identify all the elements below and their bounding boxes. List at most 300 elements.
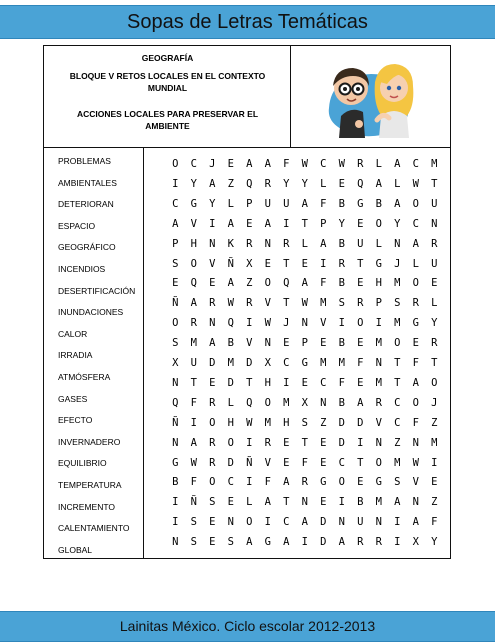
grid-letter: W: [301, 158, 308, 170]
grid-letter: Q: [246, 396, 253, 409]
grid-letter: S: [190, 536, 197, 549]
grid-letter: O: [431, 376, 438, 389]
grid-letter: E: [320, 496, 327, 509]
grid-letter: N: [375, 436, 382, 449]
grid-letter: N: [301, 317, 308, 330]
grid-letter: M: [283, 396, 290, 409]
grid-letter: T: [357, 257, 364, 270]
actions-title-line2: AMBIENTE: [145, 121, 190, 131]
grid-letter: I: [338, 317, 345, 330]
grid-letter: A: [301, 277, 308, 290]
grid-letter: A: [190, 297, 197, 310]
grid-letter: A: [246, 536, 253, 549]
grid-letter: O: [412, 396, 419, 409]
grid-letter: F: [357, 357, 364, 369]
grid-letter: Q: [283, 277, 290, 290]
grid-letter: R: [431, 237, 438, 250]
grid-letter: E: [338, 177, 345, 190]
grid-letter: P: [320, 217, 327, 230]
grid-letter: F: [264, 476, 271, 489]
grid-letter: Y: [431, 317, 438, 330]
grid-letter: M: [264, 416, 271, 429]
grid-letter: T: [394, 376, 401, 389]
grid-letter: P: [375, 297, 382, 310]
grid-letter: T: [357, 456, 364, 469]
grid-letter: R: [375, 536, 382, 549]
grid-letter: M: [394, 456, 401, 469]
grid-letter: X: [172, 357, 179, 369]
grid-letter: W: [412, 177, 419, 190]
grid-letter: E: [357, 337, 364, 350]
grid-letter: B: [338, 197, 345, 210]
grid-letter: A: [357, 396, 364, 409]
grid-letter: W: [412, 456, 419, 469]
grid-letter: U: [357, 516, 364, 529]
grid-letter: N: [375, 516, 382, 529]
grid-letter: E: [227, 158, 234, 170]
grid-letter: X: [264, 357, 271, 369]
grid-letter: R: [301, 476, 308, 489]
grid-letter: N: [172, 536, 179, 549]
grid-letter: W: [246, 416, 253, 429]
grid-letter: N: [412, 496, 419, 509]
grid-letter: V: [246, 337, 253, 350]
grid-letter: I: [264, 516, 271, 529]
grid-letter: I: [190, 416, 197, 429]
grid-row: [166, 333, 446, 353]
grid-letter: M: [394, 317, 401, 330]
grid-letter: P: [172, 237, 179, 250]
word-list-item: EFECTO: [58, 415, 93, 426]
word-list-item: EQUILIBRIO: [58, 458, 107, 469]
grid-letter: D: [338, 436, 345, 449]
grid-letter: Z: [394, 436, 401, 449]
grid-letter: G: [412, 317, 419, 330]
grid-letter: R: [412, 297, 419, 310]
grid-letter: O: [172, 158, 179, 170]
grid-row: [166, 174, 446, 194]
grid-letter: W: [227, 297, 234, 310]
grid-letter: H: [227, 416, 234, 429]
grid-letter: D: [320, 516, 327, 529]
grid-letter: I: [209, 217, 216, 230]
grid-letter: L: [375, 158, 382, 170]
grid-letter: H: [375, 277, 382, 290]
word-list-item: GLOBAL: [58, 544, 93, 555]
grid-letter: E: [283, 436, 290, 449]
grid-letter: X: [246, 257, 253, 270]
grid-letter: B: [375, 197, 382, 210]
grid-letter: R: [283, 237, 290, 250]
grid-letter: M: [227, 357, 234, 369]
grid-letter: S: [172, 257, 179, 270]
grid-letter: A: [412, 237, 419, 250]
grid-letter: Y: [431, 536, 438, 549]
grid-letter: M: [375, 337, 382, 350]
grid-letter: D: [227, 456, 234, 469]
grid-row: [166, 273, 446, 293]
word-list-item: CALENTAMIENTO: [58, 523, 130, 534]
grid-letter: C: [394, 416, 401, 429]
word-list-item: INCENDIOS: [58, 264, 106, 274]
grid-letter: Y: [190, 177, 197, 190]
grid-letter: U: [190, 357, 197, 369]
grid-letter: O: [375, 456, 382, 469]
grid-letter: S: [301, 416, 308, 429]
grid-letter: V: [375, 416, 382, 429]
grid-letter: E: [172, 277, 179, 290]
word-list-item: GEOGRÁFICO: [58, 242, 116, 253]
word-list-item: ATMÓSFERA: [58, 372, 111, 382]
grid-letter: T: [301, 436, 308, 449]
title-banner: [0, 5, 495, 39]
grid-letter: Q: [172, 396, 179, 409]
grid-letter: I: [172, 496, 179, 509]
grid-letter: A: [394, 496, 401, 509]
grid-letter: M: [338, 357, 345, 369]
grid-letter: D: [338, 416, 345, 429]
grid-letter: Y: [338, 217, 345, 230]
grid-letter: R: [209, 297, 216, 310]
letter-grid: [144, 148, 450, 558]
grid-letter: B: [227, 337, 234, 350]
kids-illustration: [291, 46, 451, 147]
grid-letter: E: [209, 516, 216, 529]
grid-letter: Q: [246, 177, 253, 190]
grid-letter: S: [227, 536, 234, 549]
grid-row: [166, 234, 446, 254]
grid-letter: E: [357, 376, 364, 389]
grid-row: [166, 472, 446, 492]
grid-letter: A: [209, 177, 216, 190]
word-list-item: CALOR: [58, 328, 88, 339]
grid-letter: X: [301, 396, 308, 409]
grid-letter: A: [209, 337, 216, 350]
grid-row: [166, 353, 446, 373]
grid-letter: B: [338, 277, 345, 290]
grid-letter: E: [431, 476, 438, 489]
word-list-item: INVERNADERO: [58, 436, 121, 447]
grid-row: [166, 194, 446, 214]
grid-letter: R: [209, 436, 216, 449]
grid-letter: U: [431, 257, 438, 270]
grid-letter: T: [394, 357, 401, 369]
grid-letter: R: [190, 317, 197, 330]
grid-letter: C: [338, 456, 345, 469]
grid-letter: N: [172, 436, 179, 449]
grid-letter: O: [375, 217, 382, 230]
grid-letter: I: [394, 536, 401, 549]
grid-letter: N: [264, 237, 271, 250]
grid-letter: A: [301, 516, 308, 529]
grid-letter: D: [227, 376, 234, 389]
grid-letter: I: [246, 317, 253, 330]
word-list-item: INCREMENTO: [58, 501, 115, 512]
grid-letter: O: [172, 317, 179, 330]
grid-letter: O: [338, 476, 345, 489]
grid-letter: L: [320, 177, 327, 190]
word-list-item: GASES: [58, 393, 88, 404]
grid-letter: C: [412, 158, 419, 170]
grid-letter: A: [301, 197, 308, 210]
grid-letter: I: [283, 376, 290, 389]
grid-letter: J: [209, 158, 216, 170]
grid-letter: V: [190, 217, 197, 230]
grid-letter: W: [338, 158, 345, 170]
grid-letter: F: [338, 376, 345, 389]
grid-letter: X: [412, 536, 419, 549]
word-list-item: PROBLEMAS: [58, 156, 111, 166]
grid-letter: M: [190, 337, 197, 350]
grid-letter: C: [394, 396, 401, 409]
grid-letter: E: [357, 476, 364, 489]
grid-letter: U: [431, 197, 438, 210]
grid-letter: N: [264, 337, 271, 350]
grid-letter: G: [264, 536, 271, 549]
grid-letter: U: [283, 197, 290, 210]
grid-letter: A: [394, 158, 401, 170]
grid-letter: N: [227, 516, 234, 529]
grid-letter: A: [320, 237, 327, 250]
grid-letter: V: [412, 476, 419, 489]
grid-letter: H: [264, 376, 271, 389]
grid-letter: B: [172, 476, 179, 489]
grid-letter: Ñ: [227, 257, 234, 270]
grid-letter: V: [320, 317, 327, 330]
grid-letter: G: [375, 257, 382, 270]
grid-letter: N: [209, 317, 216, 330]
grid-letter: L: [431, 297, 438, 310]
grid-letter: O: [412, 277, 419, 290]
grid-letter: E: [209, 277, 216, 290]
grid-row: [166, 254, 446, 274]
grid-letter: S: [338, 297, 345, 310]
grid-letter: Y: [394, 217, 401, 230]
actions-title-line1: ACCIONES LOCALES PARA PRESERVAR EL: [76, 109, 259, 119]
grid-letter: T: [283, 257, 290, 270]
grid-letter: W: [301, 297, 308, 310]
grid-letter: M: [320, 297, 327, 310]
word-list-item: TEMPERATURA: [58, 480, 122, 490]
grid-letter: G: [190, 197, 197, 210]
grid-letter: C: [283, 357, 290, 369]
word-list-item: DETERIORAN: [58, 199, 114, 210]
grid-letter: Z: [431, 496, 438, 509]
grid-letter: M: [375, 376, 382, 389]
grid-letter: N: [172, 376, 179, 389]
grid-letter: Z: [320, 416, 327, 429]
grid-letter: Ñ: [172, 416, 179, 429]
grid-letter: C: [320, 376, 327, 389]
grid-letter: F: [190, 476, 197, 489]
grid-letter: R: [431, 337, 438, 350]
grid-letter: A: [283, 476, 290, 489]
grid-letter: Z: [431, 416, 438, 429]
grid-letter: T: [283, 496, 290, 509]
grid-letter: E: [357, 277, 364, 290]
grid-letter: W: [264, 317, 271, 330]
grid-letter: E: [301, 376, 308, 389]
grid-letter: A: [412, 376, 419, 389]
grid-letter: A: [394, 197, 401, 210]
grid-letter: O: [357, 317, 364, 330]
grid-letter: O: [209, 476, 216, 489]
worksheet: [43, 45, 451, 559]
grid-letter: F: [320, 277, 327, 290]
grid-letter: F: [283, 158, 290, 170]
footer-text: Lainitas México. Ciclo escolar 2012-2013: [119, 618, 376, 634]
grid-letter: V: [264, 456, 271, 469]
grid-letter: N: [412, 436, 419, 449]
grid-letter: I: [246, 476, 253, 489]
grid-letter: E: [301, 257, 308, 270]
grid-letter: E: [283, 337, 290, 350]
grid-row: [166, 293, 446, 313]
grid-letter: O: [246, 516, 253, 529]
grid-letter: G: [375, 476, 382, 489]
grid-letter: F: [412, 357, 419, 369]
grid-letter: Ñ: [190, 496, 197, 509]
grid-letter: C: [227, 476, 234, 489]
grid-letter: I: [320, 257, 327, 270]
grid-letter: W: [190, 456, 197, 469]
grid-letter: M: [394, 277, 401, 290]
grid-letter: I: [246, 436, 253, 449]
grid-letter: R: [357, 297, 364, 310]
grid-letter: F: [301, 456, 308, 469]
grid-letter: E: [412, 337, 419, 350]
grid-letter: O: [190, 257, 197, 270]
grid-letter: G: [172, 456, 179, 469]
grid-letter: I: [394, 516, 401, 529]
grid-letter: S: [394, 297, 401, 310]
grid-letter: L: [412, 257, 419, 270]
grid-letter: J: [431, 396, 438, 409]
grid-letter: L: [246, 496, 253, 509]
grid-letter: R: [338, 257, 345, 270]
grid-letter: A: [227, 277, 234, 290]
grid-letter: L: [227, 396, 234, 409]
grid-letter: B: [338, 396, 345, 409]
grid-row: [166, 313, 446, 333]
grid-letter: C: [172, 197, 179, 210]
grid-letter: A: [190, 436, 197, 449]
grid-letter: R: [209, 396, 216, 409]
grid-letter: Y: [209, 197, 216, 210]
grid-letter: N: [375, 357, 382, 369]
grid-letter: V: [264, 297, 271, 310]
grid-letter: Q: [227, 317, 234, 330]
grid-letter: I: [301, 536, 308, 549]
grid-letter: A: [338, 536, 345, 549]
block-title-line2: MUNDIAL: [147, 83, 188, 93]
grid-letter: Z: [227, 177, 234, 190]
grid-letter: L: [375, 237, 382, 250]
grid-letter: I: [357, 436, 364, 449]
grid-row: [166, 532, 446, 552]
grid-row: [166, 492, 446, 512]
grid-letter: T: [431, 357, 438, 369]
grid-letter: D: [246, 357, 253, 369]
grid-letter: S: [190, 516, 197, 529]
grid-row: [166, 433, 446, 453]
grid-letter: U: [357, 237, 364, 250]
grid-letter: J: [394, 257, 401, 270]
grid-letter: I: [172, 516, 179, 529]
grid-letter: R: [246, 237, 253, 250]
grid-letter: A: [264, 496, 271, 509]
grid-letter: N: [338, 516, 345, 529]
grid-letter: T: [283, 297, 290, 310]
grid-letter: N: [209, 237, 216, 250]
grid-letter: L: [394, 177, 401, 190]
grid-row: [166, 512, 446, 532]
grid-letter: I: [431, 456, 438, 469]
grid-letter: G: [320, 476, 327, 489]
grid-row: [166, 373, 446, 393]
grid-letter: O: [209, 416, 216, 429]
grid-row: [166, 393, 446, 413]
grid-letter: A: [264, 217, 271, 230]
grid-letter: E: [431, 277, 438, 290]
grid-letter: B: [357, 496, 364, 509]
grid-letter: A: [375, 177, 382, 190]
word-list-item: DESERTIFICACIÓN: [58, 285, 136, 296]
grid-letter: E: [320, 456, 327, 469]
grid-letter: E: [264, 257, 271, 270]
word-list-item: ESPACIO: [58, 220, 96, 231]
subject-title: GEOGRAFÍA: [141, 53, 194, 63]
grid-letter: O: [394, 337, 401, 350]
word-list: [44, 148, 143, 558]
grid-letter: L: [227, 197, 234, 210]
grid-letter: E: [209, 536, 216, 549]
grid-letter: A: [172, 217, 179, 230]
grid-letter: I: [172, 177, 179, 190]
grid-letter: U: [264, 197, 271, 210]
grid-letter: C: [412, 217, 419, 230]
word-list-item: INUNDACIONES: [58, 307, 124, 318]
grid-letter: I: [338, 496, 345, 509]
grid-letter: A: [283, 536, 290, 549]
grid-letter: S: [209, 496, 216, 509]
grid-letter: H: [190, 237, 197, 250]
grid-letter: M: [375, 496, 382, 509]
grid-letter: A: [246, 158, 253, 170]
grid-letter: Z: [246, 277, 253, 290]
grid-letter: G: [301, 357, 308, 369]
grid-letter: C: [190, 158, 197, 170]
grid-letter: F: [320, 197, 327, 210]
grid-letter: N: [320, 396, 327, 409]
grid-letter: C: [320, 158, 327, 170]
grid-row: [166, 413, 446, 433]
grid-letter: Y: [283, 177, 290, 190]
grid-letter: J: [283, 317, 290, 330]
grid-letter: R: [357, 536, 364, 549]
grid-letter: G: [357, 197, 364, 210]
grid-letter: T: [246, 376, 253, 389]
grid-letter: N: [301, 496, 308, 509]
grid-letter: E: [320, 436, 327, 449]
grid-row: [166, 214, 446, 234]
grid-letter: P: [246, 197, 253, 210]
cartoon-kids-image: [291, 46, 451, 147]
grid-row: [166, 453, 446, 473]
page-title: Sopas de Letras Temáticas: [127, 11, 368, 33]
block-title-line1: BLOQUE V RETOS LOCALES EN EL CONTEXTO: [69, 71, 266, 81]
grid-letter: K: [227, 237, 234, 250]
